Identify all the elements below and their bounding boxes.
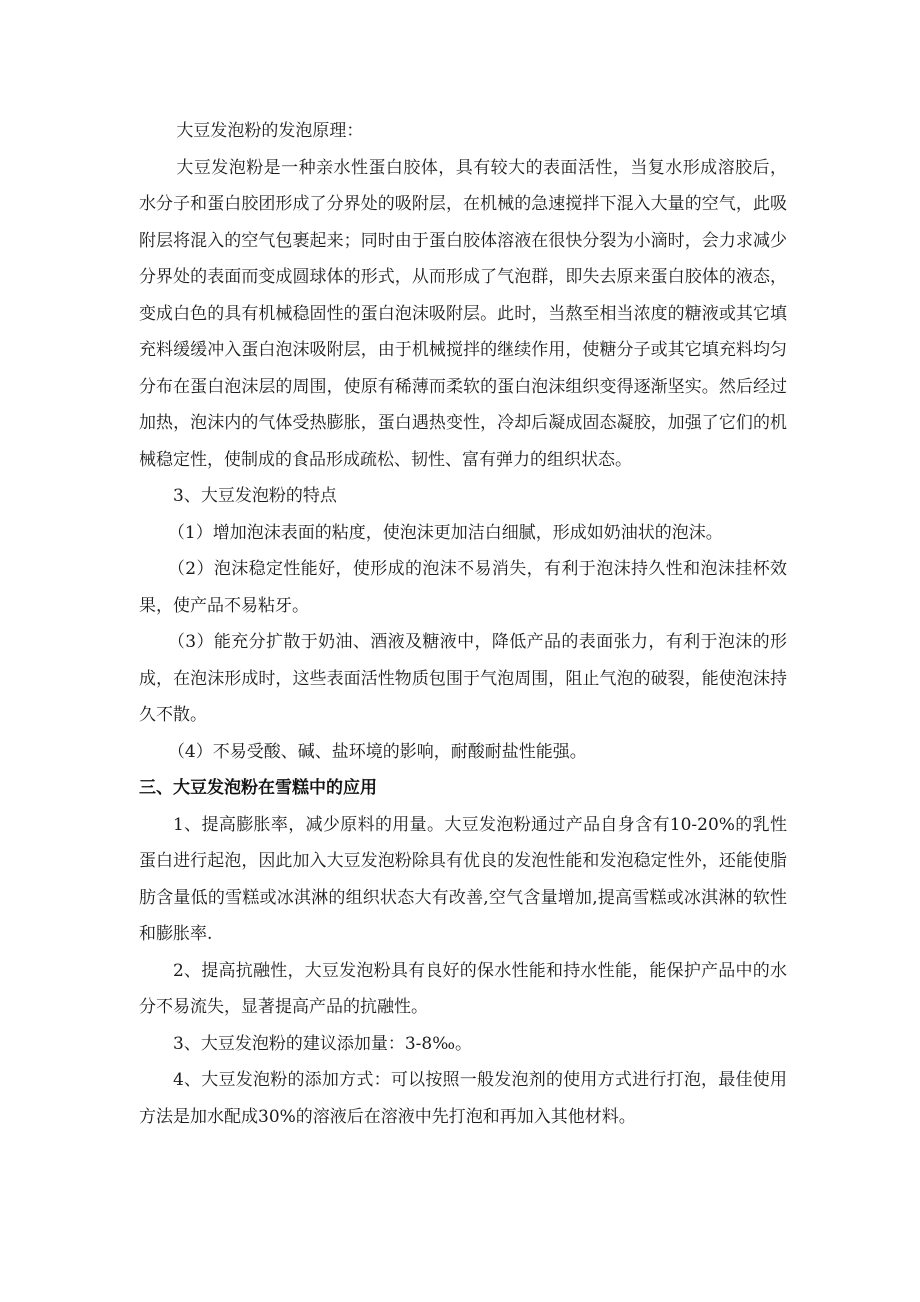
intro-title: 大豆发泡粉的发泡原理： bbox=[176, 121, 364, 141]
intro-paragraph: 大豆发泡粉是一种亲水性蛋白胶体，具有较大的表面活性，当复水形成溶胶后，水分子和蛋白胶团形成了分界处的吸附层，在机械的急速搅拌下混入大量的空气，此吸附层将混入的空气包裹起来；同时由于蛋白胶体溶液在很快分裂为小滴时，会力求减少分界处的表面而变成圆球体的形式，从而形成了气泡群，即失去原来蛋白胶体的液态，变成白色的具有机械稳固性的蛋白泡沫吸附层。此时，当熬至相当浓度的糖液或其它填充料缓缓冲入蛋白泡沫吸附层，由于机械搅拌的继续作用，使糖分子或其它填充料均匀分布在蛋白泡沫层的周围，使原有稀薄而柔软的蛋白泡沫组织变得逐渐坚实。然后经过加热，泡沫内的气体受热膨胀，蛋白遇热变性，冷却后凝成固态凝胶，加强了它们的机械稳定性，使制成的食品形成疏松、韧性、富有弹力的组织状态。 bbox=[139, 157, 787, 470]
feature-item: （2）泡沫稳定性能好，使形成的泡沫不易消失，有利于泡沫持久性和泡沫挂杯效果，使产品不易粘牙。 bbox=[139, 559, 787, 616]
section-heading: 三、大豆发泡粉在雪糕中的应用 bbox=[139, 778, 377, 798]
features-title: 3、大豆发泡粉的特点 bbox=[173, 486, 337, 506]
application-item: 3、大豆发泡粉的建议添加量：3-8‰。 bbox=[173, 1033, 473, 1054]
feature-item: （3）能充分扩散于奶油、酒液及糖液中，降低产品的表面张力，有利于泡沫的形成，在泡沫形成时，这些表面活性物质包围于气泡周围，阻止气泡的破裂，能使泡沫持久不散。 bbox=[139, 632, 787, 725]
document-body bbox=[139, 113, 787, 1135]
feature-item: （4）不易受酸、碱、盐环境的影响，耐酸耐盐性能强。 bbox=[167, 741, 587, 762]
application-item: 4、大豆发泡粉的添加方式：可以按照一般发泡剂的使用方式进行打泡，最佳使用方法是加水配成30%的溶液后在溶液中先打泡和再加入其他材料。 bbox=[139, 1070, 787, 1127]
application-item: 2、提高抗融性，大豆发泡粉具有良好的保水性能和持水性能，能保护产品中的水分不易流失，显著提高产品的抗融性。 bbox=[139, 960, 787, 1017]
application-item: 1、提高膨胀率，减少原料的用量。大豆发泡粉通过产品自身含有10-20%的乳性蛋白进行起泡，因此加入大豆发泡粉除具有优良的发泡性能和发泡稳定性外，还能使脂肪含量低的雪糕或冰淇淋的组织状态大有改善,空气含量增加,提高雪糕或冰淇淋的软性和膨胀率. bbox=[139, 814, 787, 944]
feature-item: （1）增加泡沫表面的粘度，使泡沫更加洁白细腻，形成如奶油状的泡沫。 bbox=[167, 522, 723, 543]
